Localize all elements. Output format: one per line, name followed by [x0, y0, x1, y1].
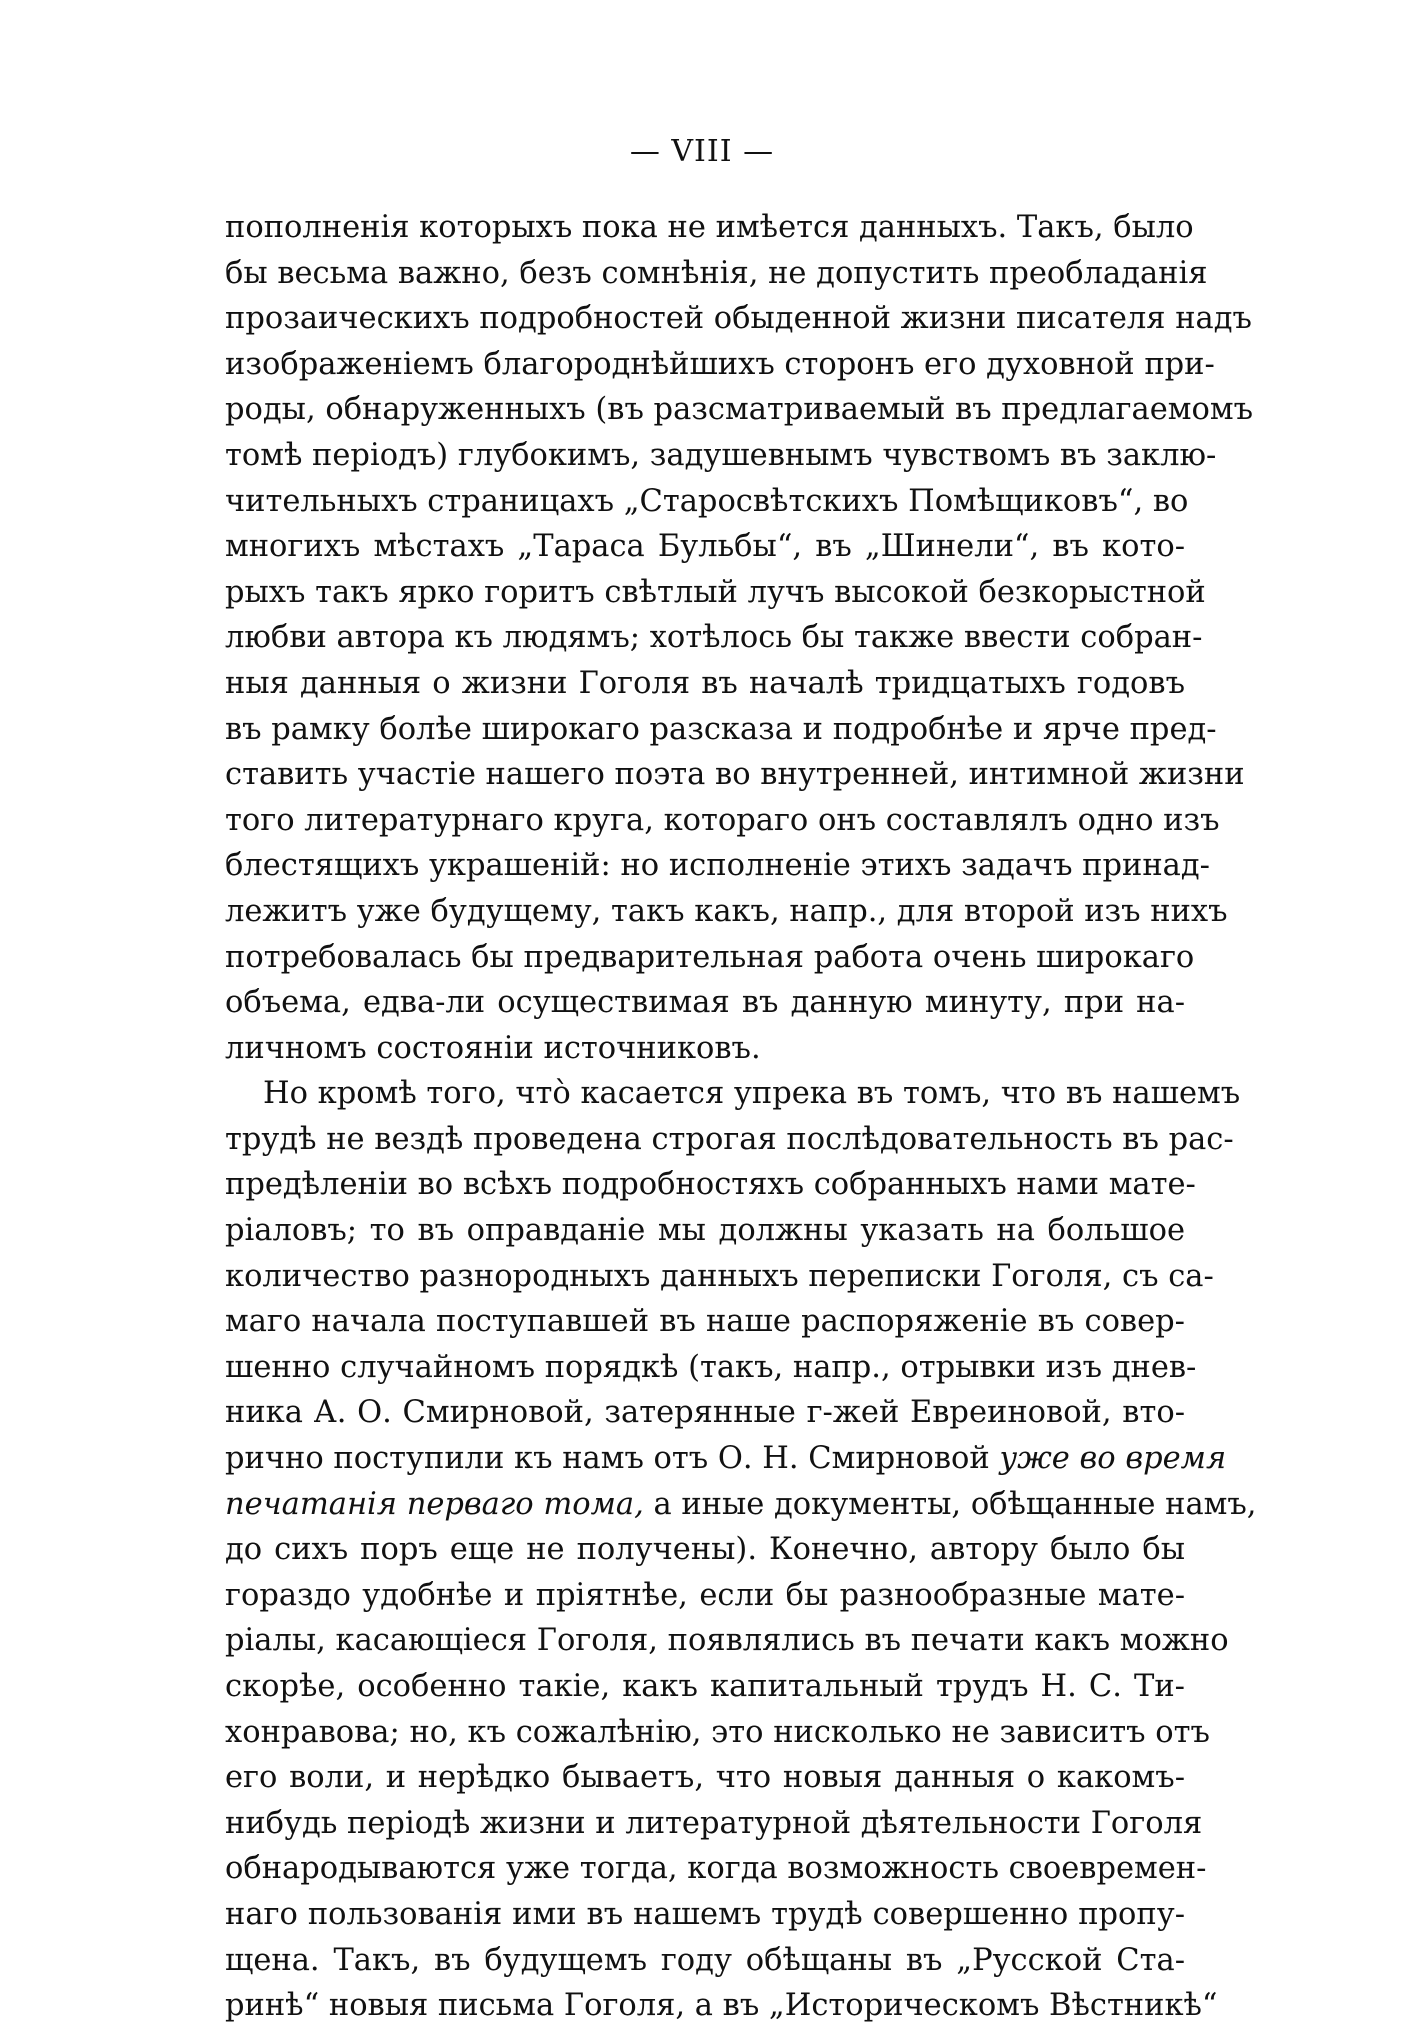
paragraph-2 — [225, 1071, 1257, 2028]
text-line: ринѣ“ новыя письма Гоголя, а въ „Историческомъ Вѣстникѣ“ — [225, 1988, 1218, 2024]
text-line: роды, обнаруженныхъ (въ разсматриваемый въ предлагаемомъ — [225, 392, 1253, 428]
text-line: изображеніемъ благороднѣйшихъ сторонъ его духовной при- — [225, 346, 1215, 382]
text-line: рыхъ такъ ярко горитъ свѣтлый лучъ высокой безкорыстной — [225, 574, 1206, 610]
text-line: ставить участіе нашего поэта во внутренней, интимной жизни — [225, 757, 1245, 793]
text-line: обнародываются уже тогда, когда возможность своевремен- — [225, 1851, 1207, 1887]
text-line: ника А. О. Смирновой, затерянные г-жей Евреиновой, вто- — [225, 1395, 1185, 1431]
text-line: личномъ состояніи источниковъ. — [225, 1030, 761, 1066]
text-line: скорѣе, особенно такіе, какъ капитальный трудъ Н. С. Ти- — [225, 1669, 1185, 1704]
text-run: рично поступили къ намъ отъ О. Н. Смирновой — [225, 1441, 990, 1477]
text-line-mixed — [225, 1482, 1257, 1528]
text-line: количество разнородныхъ данныхъ переписки Гоголя, съ са- — [225, 1258, 1214, 1294]
page-number: — VIII — — [629, 134, 775, 169]
text-line: нибудь періодѣ жизни и литературной дѣятельности Гоголя — [225, 1805, 1203, 1841]
text-line: въ рамку болѣе широкаго разсказа и подробнѣе и ярче пред- — [225, 711, 1217, 747]
text-line-mixed — [225, 1436, 1227, 1482]
italic-text-run: уже во время — [999, 1441, 1227, 1477]
text-line: ныя данныя о жизни Гоголя въ началѣ тридцатыхъ годовъ — [225, 665, 1185, 701]
text-line: до сихъ поръ еще не получены). Конечно, автору было бы — [225, 1532, 1185, 1568]
text-line: шенно случайномъ порядкѣ (такъ, напр., отрывки изъ днев- — [225, 1349, 1197, 1385]
text-line: предѣленіи во всѣхъ подробностяхъ собранныхъ нами мате- — [225, 1167, 1196, 1203]
text-line: ріаловъ; то въ оправданіе мы должны указать на большое — [225, 1213, 1185, 1249]
text-line: лежитъ уже будущему, такъ какъ, напр., для второй изъ нихъ — [225, 893, 1228, 929]
text-line: бы весьма важно, безъ сомнѣнія, не допустить преобладанія — [225, 255, 1208, 291]
text-line: его воли, и нерѣдко бываетъ, что новыя данныя о какомъ- — [225, 1760, 1185, 1796]
text-line: объема, едва-ли осуществимая въ данную минуту, при на- — [225, 985, 1185, 1021]
text-line: хонравова; но, къ сожалѣнію, это нисколько не зависитъ отъ — [225, 1714, 1210, 1750]
text-line: томѣ періодъ) глубокимъ, задушевнымъ чувствомъ въ заклю- — [225, 437, 1217, 473]
text-line: чительныхъ страницахъ „Старосвѣтскихъ Помѣщиковъ“, во — [225, 483, 1189, 519]
italic-text-run: печатанія перваго тома, — [225, 1486, 644, 1522]
text-line: прозаическихъ подробностей обыденной жизни писателя надъ — [225, 301, 1252, 337]
text-line: того литературнаго круга, котораго онъ составлялъ одно изъ — [225, 802, 1220, 838]
text-line: гораздо удобнѣе и пріятнѣе, если бы разнообразные мате- — [225, 1577, 1185, 1613]
text-line: блестящихъ украшеній: но исполненіе этихъ задачъ принад- — [225, 848, 1210, 884]
text-line: пополненія которыхъ пока не имѣется данныхъ. Такъ, было — [225, 210, 1194, 245]
text-run: а иные документы, обѣщанные намъ, — [653, 1486, 1257, 1522]
text-line: Но кромѣ того, что̀ касается упрека въ томъ, что въ нашемъ — [263, 1076, 1241, 1112]
text-line: наго пользованія ими въ нашемъ трудѣ совершенно пропу- — [225, 1896, 1185, 1932]
text-line: потребовалась бы предварительная работа очень широкаго — [225, 939, 1195, 975]
text-line: многихъ мѣстахъ „Тараса Бульбы“, въ „Шинели“, въ кото- — [225, 529, 1185, 565]
body-text — [225, 205, 1257, 2029]
text-line: маго начала поступавшей въ наше распоряженіе въ совер- — [225, 1304, 1185, 1340]
text-line: щена. Такъ, въ будущемъ году обѣщаны въ „Русской Ста- — [225, 1942, 1185, 1978]
text-line: ріалы, касающіеся Гоголя, появлялись въ печати какъ можно — [225, 1623, 1229, 1659]
text-line: любви автора къ людямъ; хотѣлось бы также ввести собран- — [225, 620, 1203, 656]
text-line: трудѣ не вездѣ проведена строгая послѣдовательность въ рас- — [225, 1121, 1234, 1157]
paragraph-1 — [225, 205, 1253, 1071]
